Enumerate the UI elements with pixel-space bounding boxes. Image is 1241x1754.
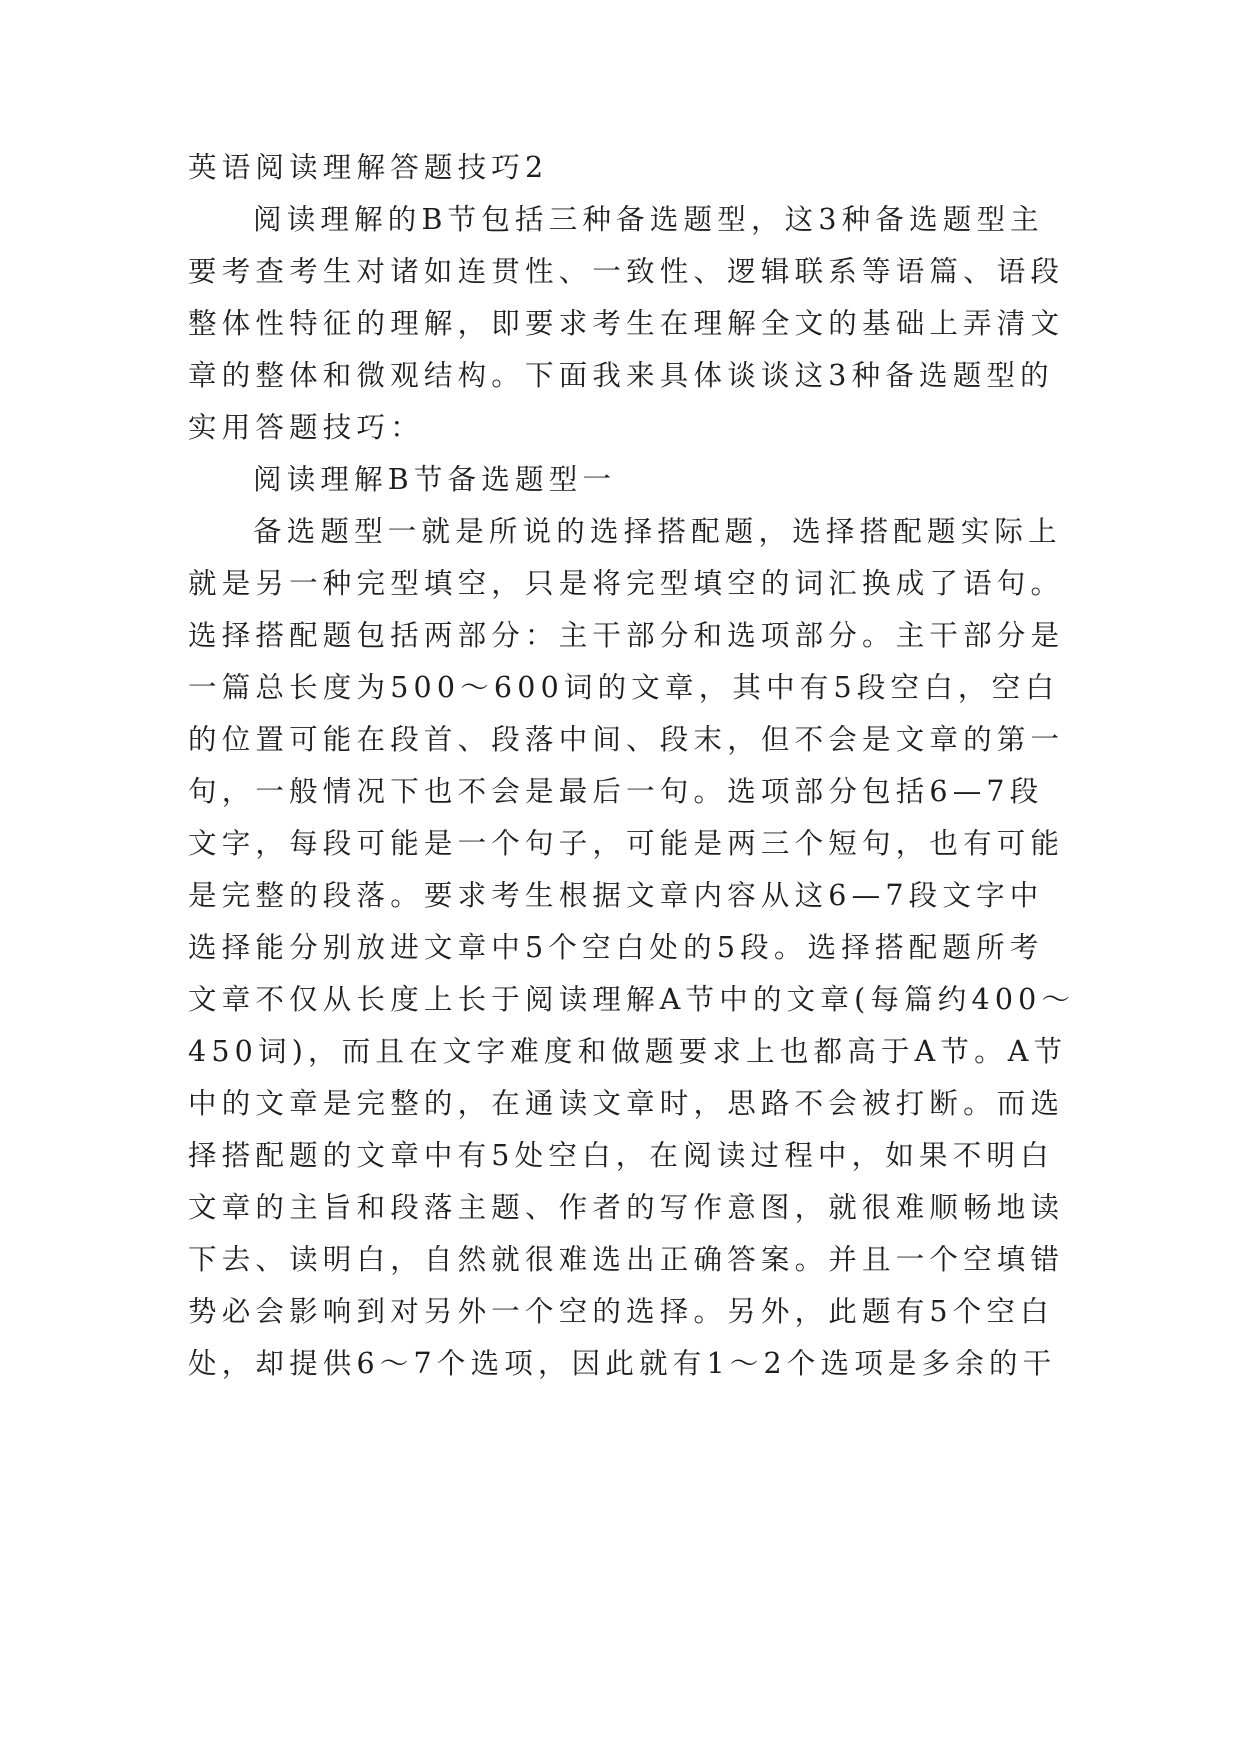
paragraph-line: 备选题型一就是所说的选择搭配题，选择搭配题实际上 <box>253 515 1062 548</box>
paragraph-line: 一篇总长度为500～600词的文章，其中有5段空白，空白 <box>188 671 1060 704</box>
paragraph-line: 要考查考生对诸如连贯性、一致性、逻辑联系等语篇、语段 <box>188 255 1065 288</box>
paragraph-line: 选择能分别放进文章中5个空白处的5段。选择搭配题所考 <box>188 931 1044 964</box>
paragraph-line: 的位置可能在段首、段落中间、段末，但不会是文章的第一 <box>188 723 1065 756</box>
paragraph-line: 下去、读明白，自然就很难选出正确答案。并且一个空填错 <box>188 1243 1065 1276</box>
paragraph-line: 实用答题技巧： <box>188 411 424 444</box>
paragraph-line: 文章的主旨和段落主题、作者的写作意图，就很难顺畅地读 <box>188 1191 1065 1224</box>
paragraph-line: 是完整的段落。要求考生根据文章内容从这6—7段文字中 <box>188 879 1044 912</box>
paragraph-line: 势必会影响到对另外一个空的选择。另外，此题有5个空白 <box>188 1295 1054 1328</box>
paragraph-line: 文章不仅从长度上长于阅读理解A节中的文章(每篇约400～ <box>188 983 1076 1016</box>
section-heading: 阅读理解B节备选题型一 <box>253 463 617 496</box>
paragraph-line: 中的文章是完整的，在通读文章时，思路不会被打断。而选 <box>188 1087 1065 1120</box>
paragraph-line: 阅读理解的B节包括三种备选题型，这3种备选题型主 <box>253 203 1044 236</box>
paragraph-line: 整体性特征的理解，即要求考生在理解全文的基础上弄清文 <box>188 307 1065 340</box>
paragraph-line: 就是另一种完型填空，只是将完型填空的词汇换成了语句。 <box>188 567 1065 600</box>
paragraph-line: 句，一般情况下也不会是最后一句。选项部分包括6—7段 <box>188 775 1044 808</box>
document-title: 英语阅读理解答题技巧2 <box>188 151 549 184</box>
paragraph-line: 择搭配题的文章中有5处空白，在阅读过程中，如果不明白 <box>188 1139 1054 1172</box>
paragraph-line: 450词)，而且在文字难度和做题要求上也都高于A节。A节 <box>188 1035 1068 1068</box>
paragraph-line: 选择搭配题包括两部分：主干部分和选项部分。主干部分是 <box>188 619 1065 652</box>
paragraph-line: 处，却提供6～7个选项，因此就有1～2个选项是多余的干 <box>188 1347 1057 1380</box>
paragraph-line: 章的整体和微观结构。下面我来具体谈谈这3种备选题型的 <box>188 359 1054 392</box>
paragraph-line: 文字，每段可能是一个句子，可能是两三个短句，也有可能 <box>188 827 1065 860</box>
